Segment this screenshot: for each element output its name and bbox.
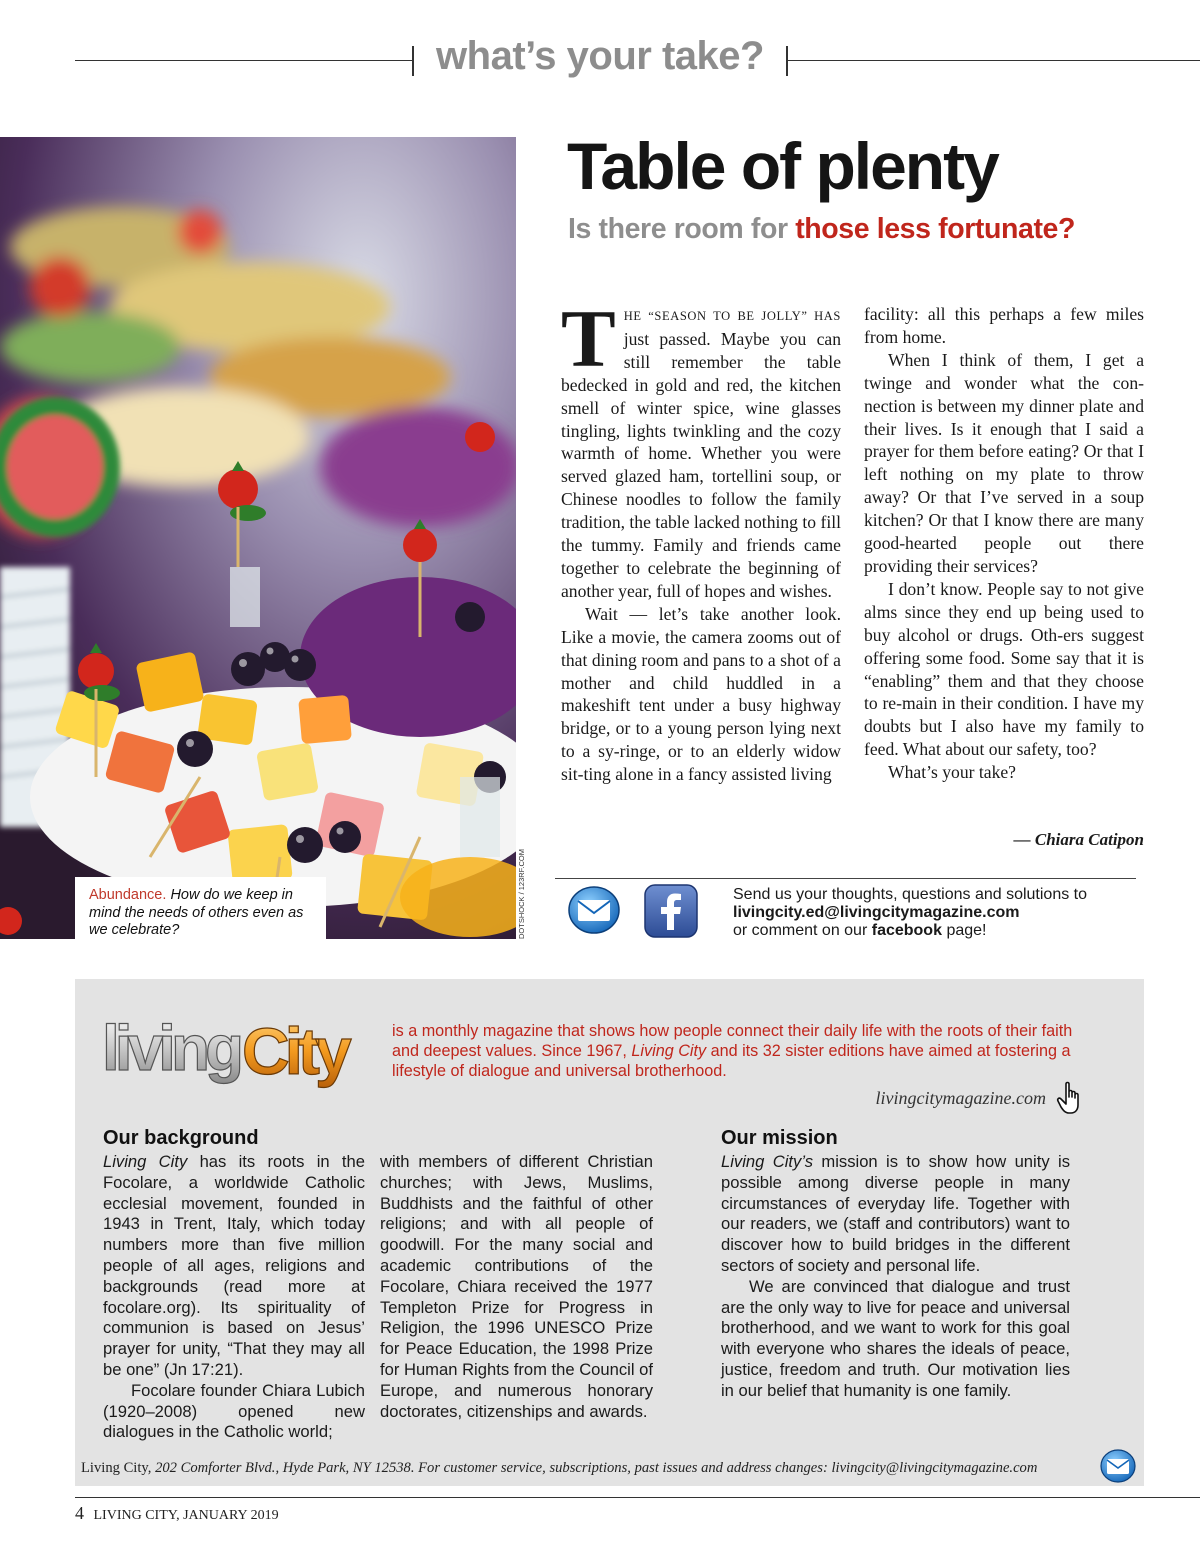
- section-label: what’s your take?: [436, 34, 764, 78]
- about-tagline: [392, 1021, 1092, 1081]
- tagline-italic: Living City: [631, 1042, 707, 1060]
- mail-icon[interactable]: [568, 886, 620, 934]
- svg-text:City: City: [242, 1014, 347, 1088]
- background-column-2: [380, 1152, 653, 1422]
- footer-rule: [75, 1497, 1200, 1498]
- living-city-logo: [100, 1008, 380, 1090]
- article-title: Table of plenty: [567, 129, 998, 203]
- footer: [75, 1503, 279, 1524]
- article-subtitle: [568, 213, 1075, 246]
- byline: — Chiara Catipon: [1013, 830, 1144, 849]
- background-paragraph-3: with members of different Christian churches; with Jews, Muslims, Buddhists and the faithful of other religions; and with all people of goodwill. For the many social and academic contributions of the Focolare, Chiara received the 1977 Templeton Prize for Progress in Religion, the 1996 UNESCO Prize for Peace Education, the 1998 Prize for Human Rights from the Council of Europe, and numerous honorary doctorates, citizenships and awards.: [380, 1152, 653, 1421]
- header-rule-left: [75, 60, 413, 61]
- hand-cursor-icon: [1056, 1080, 1086, 1116]
- mission-italic: Living City’s: [721, 1152, 814, 1171]
- mail-icon-small[interactable]: [1100, 1449, 1136, 1483]
- contact-line-3-pre: or comment on our: [733, 922, 868, 939]
- article-paragraph-3: When I think of them, I get a twinge and wonder what the con-nection is between my dinner plate and their lives. Is it enough that I said a prayer for them before eating? Or that I left nothing on my plate to throw away? Or that I’ve served in a soup kitchen? Or that I know there are many good-hearted people out there providing their services?: [864, 349, 1144, 576]
- header-rule-right: [787, 60, 1200, 61]
- tagline-part-1: is a monthly magazine that shows how people connect their daily life with the roots of their faith and deepest values. Since 1967,: [392, 1022, 1073, 1060]
- facebook-link[interactable]: facebook: [871, 922, 942, 939]
- article-paragraph-4: I don’t know. People say to not give alms since they end up being used to buy alcohol or drugs. Oth-ers suggest offering some food. Some say that it is “enabling” them and that they choose to re-main in their condition. I have my doubts but I also have my family to feed. What about our safety, too?: [864, 578, 1144, 760]
- contact-email-link[interactable]: livingcity.ed@livingcitymagazine.com: [733, 904, 1020, 921]
- background-paragraph-2: Focolare founder Chiara Lubich (1920–2008) opened new dialogues in the Catholic world;: [103, 1380, 365, 1442]
- background-paragraph-1: [103, 1152, 365, 1381]
- mission-p1-text: mission is to show how unity is possible among diverse people in many circumstances of everyday life. Together with our readers, we (staff and contributors) want to discover how to build bridges in the different sectors of society and personal life.: [721, 1152, 1070, 1275]
- background-column-1: [103, 1152, 365, 1443]
- photo-credit: DOTSHOCK / 123RF.COM: [517, 848, 526, 939]
- article-paragraph-1: [561, 293, 841, 603]
- background-heading: Our background: [103, 1127, 259, 1149]
- address-details: 202 Comforter Blvd., Hyde Park, NY 12538. For customer service, subscriptions, past issues and address changes: livingcity@livingcitymagazine.com: [155, 1460, 1038, 1476]
- background-italic: Living City: [103, 1152, 188, 1171]
- facebook-icon[interactable]: [644, 884, 698, 938]
- mission-paragraph-2: We are convinced that dialogue and trust are the only way to live for peace and universal brotherhood, and we want to work for this goal with everyone who shares the ideals of peace, justice, freedom and truth. Our motivation lies in our belief that humanity is one family.: [721, 1276, 1070, 1400]
- feature-photo-food-platter: [0, 137, 516, 939]
- contact-line-3-post: page!: [946, 922, 987, 939]
- contact-line-3: [733, 922, 1153, 940]
- subtitle-red: those less fortunate?: [795, 213, 1076, 245]
- mission-paragraph-1: [721, 1152, 1070, 1277]
- drop-cap: T: [561, 293, 616, 384]
- paragraph-1-body: just passed. Maybe you can still remember the table bedecked in gold and red, the kitchen smell of winter spice, wine glasses tingling, lights twinkling and the cozy warmth of home. Whether you were served glazed ham, tortellini soup, or Chinese noodles to follow the family tradition, the table lacked nothing to fill the tummy. Family and friends came together to celebrate the beginning of another year, full of hopes and wishes.: [561, 328, 841, 601]
- contact-line-1: Send us your thoughts, questions and solutions to: [733, 886, 1088, 903]
- caption-lead: Abundance.: [89, 887, 167, 903]
- article-column-2: [864, 303, 1144, 784]
- website-link[interactable]: livingcitymagazine.com: [875, 1088, 1046, 1108]
- photo-caption: [75, 877, 326, 939]
- contact-rule: [555, 878, 1136, 879]
- page-number: 4: [75, 1503, 84, 1523]
- caption-text: How do we keep in mind the needs of others even as we celebrate?: [89, 887, 304, 938]
- subtitle-gray: Is there room for: [568, 213, 788, 245]
- lead-smallcaps: HE “SEASON TO BE JOLLY” HAS: [623, 309, 841, 323]
- address-name: Living City,: [81, 1460, 152, 1476]
- mission-heading: Our mission: [721, 1127, 838, 1149]
- address-line: [81, 1460, 1037, 1477]
- article-column-1: [561, 293, 841, 786]
- background-p1-text: has its roots in the Focolare, a worldwide Catholic ecclesial movement, founded in 1943 in Trent, Italy, which today numbers more than five million people of all ages, religions and backgrounds (read more at focolare.org). Its spirituality of communion is based on Jesus’ prayer for unity, “That they may all be one” (Jn 17:21).: [103, 1152, 365, 1379]
- article-paragraph-5: What’s your take?: [888, 762, 1016, 783]
- tagline-part-2: and its 32 sister editions have aimed at fostering a lifestyle of dialogue and universal brotherhood.: [392, 1042, 1071, 1080]
- svg-text:living: living: [102, 1012, 240, 1084]
- article-paragraph-2-continued: facility: all this perhaps a few miles from home.: [864, 304, 1144, 347]
- issue-label: LIVING CITY, JANUARY 2019: [93, 1508, 279, 1523]
- header-tick-right: [786, 46, 788, 76]
- contact-text: [733, 886, 1153, 940]
- article-paragraph-2: Wait — let’s take another look. Like a movie, the camera zooms out of that dining room and pans to a shot of a mother and child huddled in a makeshift tent under a busy highway bridge, or to a young person lying next to a sy-ringe, or to an elderly widow sit-ting alone in a fancy assisted living: [561, 603, 841, 785]
- mission-column: [721, 1152, 1070, 1402]
